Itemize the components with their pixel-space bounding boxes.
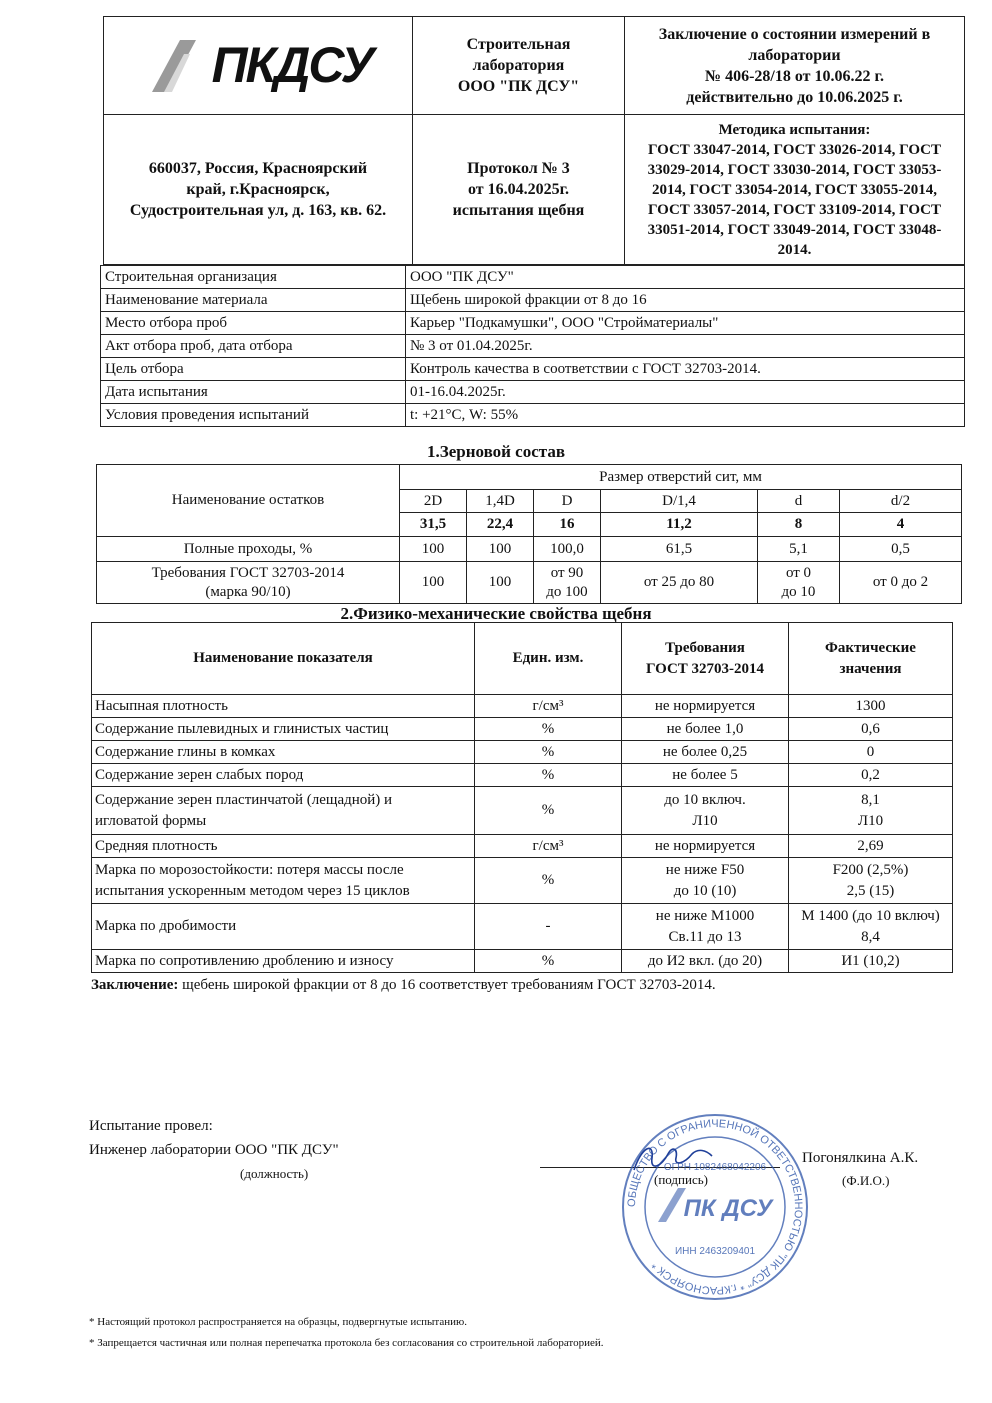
physics-row-fact: 1300 [789,695,953,718]
physics-header-fact [789,623,953,695]
conclusion-label: Заключение: [91,977,179,993]
physics-row [92,835,953,858]
grain-req-label [97,562,400,604]
grain-passes-value: 100 [400,537,467,562]
physics-header-req [622,623,789,695]
physics-row-fact: 0,6 [789,718,953,741]
physics-row-unit: % [475,787,622,835]
grain-section-title: 1.Зерновой состав [426,442,566,461]
physics-row-fact-line: 8,4 [861,928,880,945]
info-row [101,358,965,381]
physics-row [92,695,953,718]
sieve-size: 8 [758,513,840,537]
physics-row-unit: - [475,904,622,950]
footnote: * Запрещается частичная или полная перепечатка протокола без согласования со строительной лабораторией. [89,1337,604,1349]
method-line: ГОСТ 33047-2014, ГОСТ 33026-2014, ГОСТ [647,141,942,158]
grain-req-value [534,562,601,604]
grain-req-value [840,562,962,604]
sieve-label: d/2 [840,490,962,513]
physics-row-name: Средняя плотность [92,835,475,858]
physics-row-fact [789,904,953,950]
physics-row-req: не более 0,25 [622,741,789,764]
grain-req-line: 100 [488,574,512,590]
grain-req-line: от 90 [550,564,584,581]
method-line: 2014, ГОСТ 33054-2014, ГОСТ 33055-2014, [652,181,937,198]
sieve-label: D [534,490,601,513]
sieve-size: 31,5 [400,513,467,537]
physics-row-fact-line: 2,5 (15) [846,882,895,899]
grain-req-line: 100 [421,574,445,590]
physics-row-fact: И1 (10,2) [789,950,953,973]
grain-req-label-line: (марка 90/10) [205,583,291,600]
info-value: Щебень широкой фракции от 8 до 16 [406,289,965,312]
grain-requirements-row [97,562,962,604]
grain-req-line: от 0 [785,564,812,581]
physics-row-fact: 0,2 [789,764,953,787]
stamp-outer-text: ОБЩЕСТВО С ОГРАНИЧЕННОЙ ОТВЕТСТВЕННОСТЬЮ "ПК ДСУ" * г.КРАСНОЯРСК * [625,1117,805,1297]
physics-row-name: Содержание глины в комках [92,741,475,764]
sieve-size: 4 [840,513,962,537]
method-line: 33029-2014, ГОСТ 33030-2014, ГОСТ 33053- [647,161,942,178]
info-row [101,335,965,358]
physics-row-req [622,787,789,835]
grain-req-line: от 25 до 80 [643,574,715,590]
footnote: * Настоящий протокол распространяется на образцы, подвергнутые испытанию. [89,1316,467,1328]
grain-name-header: Наименование остатков [97,465,400,537]
physics-row [92,787,953,835]
physics-row-name: Марка по сопротивлению дроблению и износу [92,950,475,973]
info-key: Строительная организация [101,266,406,289]
physics-row-name [92,858,475,904]
physics-row-fact-line: Л10 [857,812,884,829]
physics-row [92,741,953,764]
physics-row [92,950,953,973]
physics-row-unit: % [475,741,622,764]
physics-row-fact: 2,69 [789,835,953,858]
company-logo [107,36,409,96]
physics-row [92,718,953,741]
sign-caption: (подпись) [654,1172,708,1187]
physics-row-req [622,904,789,950]
address-cell [104,115,413,265]
info-key: Место отбора проб [101,312,406,335]
grain-passes-row [97,537,962,562]
grain-sieve-header: Размер отверстий сит, мм [400,465,962,490]
lab-line: Строительная [466,36,571,53]
physics-row-name [92,787,475,835]
engineer-name: Погонялкина А.К. [802,1150,919,1166]
sieve-label: d [758,490,840,513]
accreditation-line: лаборатории [748,46,841,64]
physics-row-name-line: испытания ускоренным методом через 15 циклов [95,882,410,899]
position-caption: (должность) [240,1166,309,1181]
physics-header-name: Наименование показателя [92,623,475,695]
accreditation-line: действительно до 10.06.2025 г. [686,88,903,106]
sieve-label: 2D [400,490,467,513]
info-row [101,312,965,335]
physics-row-fact [789,787,953,835]
logo-cell [104,17,413,115]
protocol-line: испытания щебня [452,202,585,219]
info-value: 01-16.04.2025г. [406,381,965,404]
grain-passes-value: 100 [467,537,534,562]
physics-header-fact-line: Фактические [825,639,916,656]
physics-row-req-line: не ниже F50 [665,861,745,878]
grain-passes-value: 61,5 [601,537,758,562]
physics-row-req: не нормируется [622,695,789,718]
physics-row-name-line: игловатой формы [95,812,207,829]
protocol-cell [413,115,625,265]
lab-line: лаборатория [472,57,565,74]
info-value: Контроль качества в соответствии с ГОСТ 32703-2014. [406,358,965,381]
info-value: Карьер "Подкамушки", ООО "Стройматериалы" [406,312,965,335]
physics-row-req: до И2 вкл. (до 20) [622,950,789,973]
physics-row-unit: % [475,764,622,787]
physics-row-req: не более 5 [622,764,789,787]
stamp-inn: ИНН 2463209401 [674,1246,756,1257]
logo-text: ПКДСУ [211,37,373,93]
info-value: t: +21°С, W: 55% [406,404,965,427]
physics-row [92,904,953,950]
physics-row-req-line: Св.11 до 13 [668,928,742,945]
physics-header-req-line: Требования [665,639,745,656]
info-row [101,266,965,289]
physics-table [91,622,953,973]
logo-mark-icon [144,36,204,96]
physics-row-name-line: Марка по морозостойкости: потеря массы после [95,861,404,878]
accreditation-cell [625,17,965,115]
physics-row-req-line: не ниже М1000 [655,907,755,924]
physics-row-unit: % [475,718,622,741]
physics-row-name-line: Содержание зерен пластинчатой (лещадной) и [95,791,393,808]
physics-row-fact-line: F200 (2,5%) [832,861,909,878]
physics-row-req-line: Л10 [692,812,718,829]
physics-row-unit: г/см³ [475,835,622,858]
address-line: край, г.Красноярск, [186,181,330,198]
method-cell [625,115,965,265]
method-line: 2014. [777,241,812,258]
header-table [103,16,965,265]
tested-by: Испытание провел: [89,1118,213,1134]
stamp-logo: ПК ДСУ [683,1195,773,1222]
lab-line: ООО "ПК ДСУ" [457,78,580,95]
physics-row-req-line: до 10 включ. [664,791,746,808]
grain-req-label-line: Требования ГОСТ 32703-2014 [151,564,345,581]
handwritten-signature [628,1136,718,1180]
address-line: 660037, Россия, Красноярский [148,160,368,177]
engineer-position: Инженер лаборатории ООО "ПК ДСУ" [89,1142,339,1158]
lab-cell [413,17,625,115]
grain-req-value [400,562,467,604]
info-key: Наименование материала [101,289,406,312]
physics-row-fact-line: М 1400 (до 10 включ) [801,907,940,924]
physics-row-unit: % [475,950,622,973]
physics-row-name: Насыпная плотность [92,695,475,718]
stamp-ogrn: ОГРН 1082468042206 [663,1162,767,1173]
physics-row [92,858,953,904]
accreditation-line: № 406-28/18 от 10.06.22 г. [705,67,884,85]
conclusion [91,977,716,994]
physics-row-req: не более 1,0 [622,718,789,741]
info-row [101,404,965,427]
info-key: Условия проведения испытаний [101,404,406,427]
method-line: 33051-2014, ГОСТ 33049-2014, ГОСТ 33048- [647,221,942,238]
info-key: Дата испытания [101,381,406,404]
grain-passes-value: 5,1 [758,537,840,562]
name-caption: (Ф.И.О.) [842,1173,890,1188]
grain-req-value [467,562,534,604]
physics-header-unit: Един. изм. [475,623,622,695]
info-key: Цель отбора [101,358,406,381]
physics-row-req [622,858,789,904]
sieve-size: 22,4 [467,513,534,537]
grain-req-value [601,562,758,604]
grain-passes-value: 100,0 [534,537,601,562]
sieve-label: D/1,4 [601,490,758,513]
sieve-size: 11,2 [601,513,758,537]
info-key: Акт отбора проб, дата отбора [101,335,406,358]
address-line: Судостроительная ул, д. 163, кв. 62. [129,202,387,219]
physics-header-req-line: ГОСТ 32703-2014 [645,660,765,677]
protocol-line: Протокол № 3 [467,160,570,177]
grain-req-line: от 0 до 2 [872,574,929,590]
physics-row-name: Марка по дробимости [92,904,475,950]
physics-row-req: не нормируется [622,835,789,858]
physics-row [92,764,953,787]
method-line: Методика испытания: [718,121,871,138]
physics-row-fact-line: 8,1 [861,791,880,808]
accreditation-line: Заключение о состоянии измерений в [658,25,931,43]
sieve-size: 16 [534,513,601,537]
physics-row-req-line: до 10 (10) [673,882,737,899]
info-value: ООО "ПК ДСУ" [406,266,965,289]
physics-header-fact-line: значения [839,660,902,677]
info-value: № 3 от 01.04.2025г. [406,335,965,358]
grain-table [96,464,962,604]
grain-passes-label: Полные проходы, % [97,537,400,562]
grain-req-line: до 100 [546,583,588,600]
grain-req-value [758,562,840,604]
physics-row-unit: г/см³ [475,695,622,718]
physics-row-unit: % [475,858,622,904]
physics-section-title: 2.Физико-механические свойства щебня [340,604,652,623]
conclusion-text: щебень широкой фракции от 8 до 16 соответствует требованиям ГОСТ 32703-2014. [182,977,716,993]
info-row [101,289,965,312]
physics-row-name: Содержание пылевидных и глинистых частиц [92,718,475,741]
info-table [100,265,965,427]
physics-row-fact [789,858,953,904]
protocol-line: от 16.04.2025г. [467,181,570,198]
method-line: ГОСТ 33057-2014, ГОСТ 33109-2014, ГОСТ [647,201,942,218]
sieve-label: 1,4D [467,490,534,513]
physics-row-name: Содержание зерен слабых пород [92,764,475,787]
grain-passes-value: 0,5 [840,537,962,562]
info-row [101,381,965,404]
physics-row-fact: 0 [789,741,953,764]
grain-req-line: до 10 [781,583,816,600]
